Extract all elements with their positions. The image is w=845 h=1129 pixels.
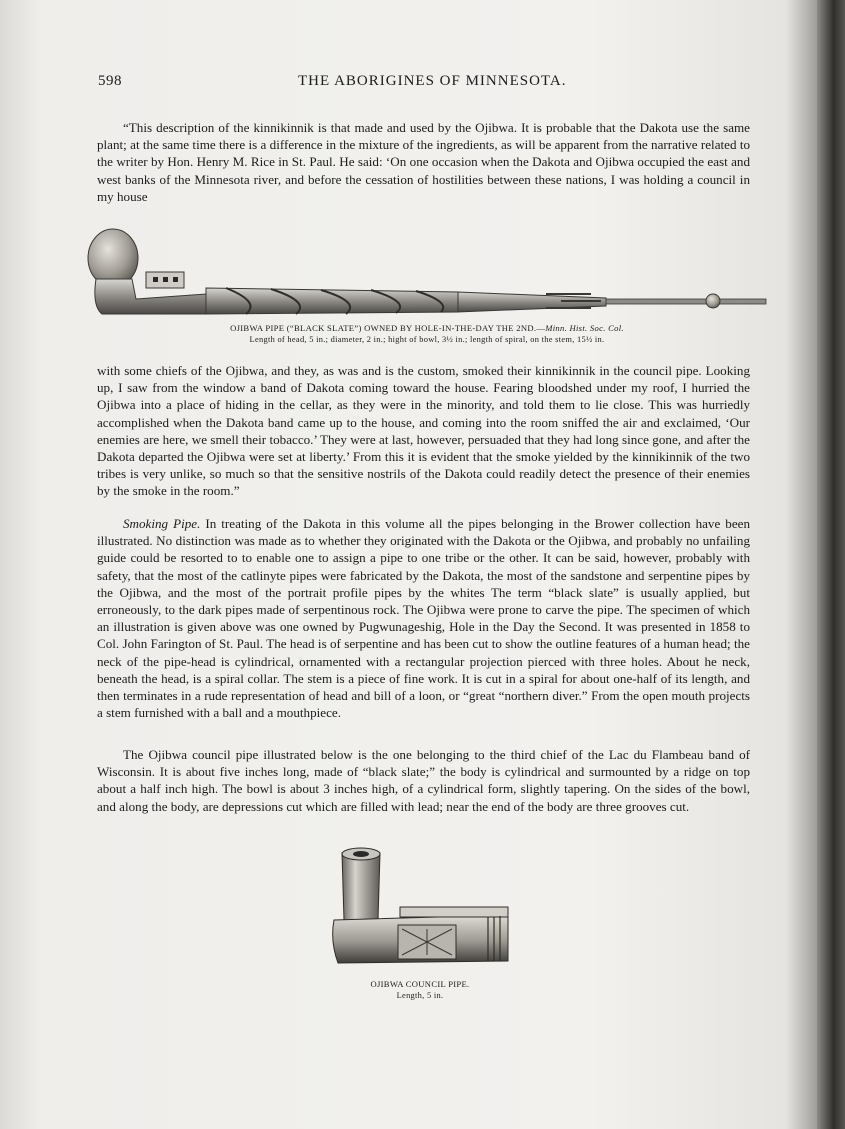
- book-gutter-shadow: [817, 0, 845, 1129]
- caption-citation: Minn. Hist. Soc. Col.: [545, 323, 624, 333]
- paragraph-smoking-pipe: [97, 515, 750, 721]
- paragraph-council-story: with some chiefs of the Ojibwa, and they, as was and is the custom, smoked their kinnikinnik in the council pipe. Looking up, I saw from the window a band of Dakota coming toward the house. Fearing bloodshed under my roof, I hurried the Ojibwa into a place of hiding in the cellar, as they were in the minority, and told them to lie close. This was hurriedly accomplished when the Dakota band came up to the house, and coming into the room sniffed the air and exclaimed, ‘Our enemies are here, we smell their tobacco.’ They were at last, however, persuaded that they had long since gone, and after the Dakota departed the Ojibwa were set at liberty.’ From this it is evident that the smoke yielded by the kinnikinnik of the two tribes is very unlike, so much so that the sensitive nostrils of the Dakota could readily detect the presence of their enemies by the smoke in the room.”: [97, 363, 750, 499]
- smoking-pipe-text: In treating of the Dakota in this volume all the pipes belonging in the Brower collection have been illustrated. No distinction was made as to whether they originated with the Dakota or the Ojibwa, and probably no unfailing guide could be resorted to to enable one to assign a pipe to one tribe or the other. It can be said, however, probably with safety, that the most of the catlinyte pipes were fabricated by the Dakota, the most of the sandstone and serpentine pipes by the Ojibwa, and the most of the portrait profile pipes by the whites The term “black slate” is usually applied, but erroneously, to the dark pipes made of serpentinous rock. The Ojibwa were prone to carve the pipe. The specimen of which an illustration is given above was one owned by Pugwunageshig, Hole in the Day the Second. It was presented in 1858 to Col. John Farington of St. Paul. The head is of serpentine and has been cut to show the outline features of a human head; the neck of the pipe-head is cylindrical, ornamented with a rectangular projection pierced with three holes. About he neck, beneath the head, is a spiral collar. The stem is a piece of fine work. It is cut in a spiral for about one-half of its length, and then terminates in a rude representation of head and bill of a loon, or “great “northern diver.” From the open mouth projects a stem furnished with a ball and a mouthpiece.: [97, 516, 751, 721]
- section-heading-smoking-pipe: Smoking Pipe.: [123, 516, 201, 531]
- page-number: 598: [98, 73, 122, 89]
- caption-dimensions: Length, 5 in.: [396, 991, 444, 1000]
- ojibwa-council-pipe-illustration: [328, 845, 512, 969]
- ojibwa-black-slate-pipe-illustration: [86, 224, 768, 322]
- running-title: THE ABORIGINES OF MINNESOTA.: [298, 73, 567, 89]
- paragraph-council-pipe: The Ojibwa council pipe illustrated below is the one belonging to the third chief of the Lac du Flambeau band of Wisconsin. It is about five inches long, made of “black slate;” the body is cylindrical and surmounted by a ridge on top about a half inch high. The bowl is about 3 inches high, of a cylindrical form, slightly tapering. On the sides of the bowl, and along the body, are depressions cut which are filled with lead; near the end of the body are three grooves cut.: [97, 747, 750, 814]
- caption-dimensions: Length of head, 5 in.; diameter, 2 in.; hight of bowl, 3½ in.; length of spiral, on the stem, 15½ in.: [249, 335, 605, 344]
- paragraph-kinnikinnik-description: “This description of the kinnikinnik is that made and used by the Ojibwa. It is probable that the Dakota use the same plant; at the same time there is a difference in the mixture of the ingredients, as will be apparent from the narrative related to the writer by Hon. Henry M. Rice in St. Paul. He said: ‘On one occasion when the Dakota and Ojibwa occupied the east and west banks of the Minnesota river, and before the cessation of hostilities between these nations, I was holding a council in my house: [97, 120, 750, 204]
- figure-caption-black-slate-pipe: [86, 323, 768, 345]
- figure-caption-council-pipe: [320, 979, 520, 1001]
- caption-title: OJIBWA COUNCIL PIPE.: [370, 979, 470, 989]
- page-header: [98, 73, 748, 93]
- caption-title: OJIBWA PIPE (“BLACK SLATE”) OWNED BY HOLE-IN-THE-DAY THE 2ND.—: [230, 323, 546, 333]
